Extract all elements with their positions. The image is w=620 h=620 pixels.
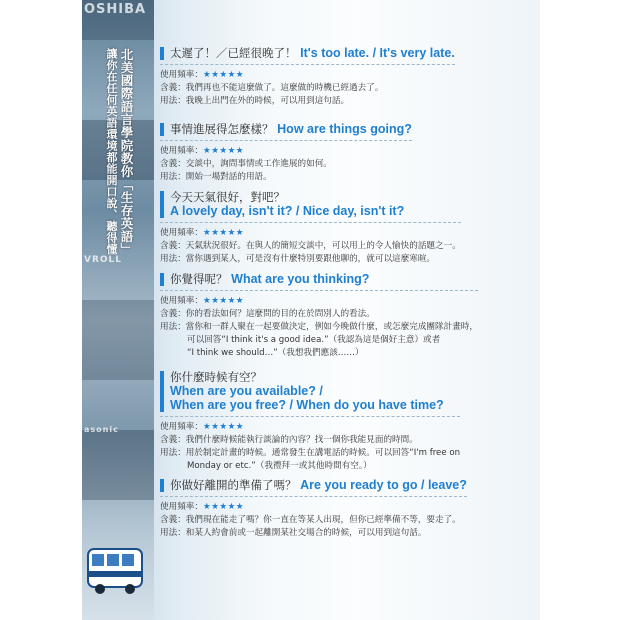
- usage-line-continued: [160, 347, 478, 360]
- city-block: [82, 430, 154, 500]
- usage-label: 用法：: [160, 448, 186, 458]
- phrase-chinese: 你做好離開的準備了嗎？: [170, 478, 297, 492]
- phrase-english: What are you thinking?: [231, 272, 370, 286]
- phrase-entry: [160, 370, 460, 473]
- phrase-entry: [160, 190, 461, 266]
- star-rating: ★★★★★: [202, 502, 245, 512]
- meaning-text: 我們再也不能這麼做了。這麼做的時機已經過去了。: [185, 83, 384, 93]
- meaning-line: [160, 434, 460, 447]
- usage-text: 當你遇到某人，可是沒有什麼特別要跟他聊的，就可以這麼寒暄。: [185, 254, 436, 264]
- frequency-line: [160, 295, 478, 308]
- phrase-entry: [160, 122, 412, 184]
- meaning-text: 天氣狀況很好。在與人的簡短交談中，可以用上的令人愉快的話題之一。: [185, 241, 461, 251]
- phrase-entry: [160, 272, 478, 360]
- frequency-line: [160, 421, 460, 434]
- meaning-line: [160, 514, 467, 527]
- star-rating: ★★★★★: [202, 146, 245, 156]
- usage-text: “I think we should…”（我想我們應該……）: [187, 348, 364, 358]
- dashed-divider: [160, 496, 467, 497]
- heading-bar: [160, 371, 164, 412]
- phrase-english: How are things going?: [277, 122, 412, 136]
- phrase-english-alt: When are you free? / When do you have time?: [170, 398, 444, 412]
- frequency-label: 使用頻率：: [160, 146, 203, 156]
- usage-text: 和某人約會前或一起離開某社交場合的時候，可以用到這句話。: [185, 528, 427, 538]
- phrase-chinese: 今天天氣很好，對吧？: [170, 190, 285, 204]
- heading-bar: [160, 479, 164, 492]
- frequency-label: 使用頻率：: [160, 296, 203, 306]
- star-rating: ★★★★★: [202, 70, 245, 80]
- usage-line-continued: [160, 334, 478, 347]
- phrase-english: It's too late. / It's very late.: [300, 46, 455, 60]
- usage-text: 當你和一群人聚在一起要做決定，例如今晚做什麼，或怎麼完成團隊計畫時，: [185, 322, 478, 332]
- meaning-text: 我們什麼時候能執行談論的內容？找一個你我能見面的時間。: [185, 435, 418, 445]
- usage-line: [160, 95, 455, 108]
- phrase-heading: [160, 478, 467, 492]
- usage-text: 開始一場對話的用語。: [185, 172, 272, 182]
- frequency-label: 使用頻率：: [160, 70, 203, 80]
- sign-text: asonic: [84, 425, 119, 434]
- usage-text: Monday or etc.”（我禮拜一或其他時間有空。）: [187, 461, 372, 471]
- usage-line-continued: [160, 460, 460, 473]
- phrase-heading: [160, 190, 461, 218]
- meaning-label: 含義：: [160, 83, 186, 93]
- phrase-chinese: 你什麼時候有空？: [170, 370, 262, 384]
- heading-bar: [160, 123, 164, 136]
- frequency-line: [160, 69, 455, 82]
- usage-line: [160, 171, 412, 184]
- meaning-text: 交談中，詢問事情或工作進展的如何。: [185, 159, 332, 169]
- usage-line: [160, 321, 478, 334]
- sidebar-title-line1: 北美國際語言學院教你「生存英語」: [119, 48, 134, 256]
- phrase-heading: [160, 122, 412, 136]
- phrase-heading: [160, 46, 455, 60]
- frequency-label: 使用頻率：: [160, 228, 203, 238]
- meaning-line: [160, 308, 478, 321]
- dashed-divider: [160, 64, 455, 65]
- phrase-heading: [160, 272, 478, 286]
- sidebar-title-line2: 讓你在任何英語環境都能開口說、聽得懂: [105, 48, 118, 255]
- usage-label: 用法：: [160, 172, 186, 182]
- phrase-entry: [160, 478, 467, 540]
- heading-bar: [160, 191, 164, 218]
- frequency-line: [160, 145, 412, 158]
- star-rating: ★★★★★: [202, 296, 245, 306]
- phrase-english: A lovely day, isn't it? / Nice day, isn't it?: [170, 204, 405, 218]
- star-rating: ★★★★★: [202, 228, 245, 238]
- phrase-chinese: 事情進展得怎麼樣？: [170, 122, 274, 136]
- phrase-chinese: 太遲了！／已經很晚了！: [170, 46, 297, 60]
- book-page: [82, 0, 540, 620]
- dashed-divider: [160, 222, 461, 223]
- usage-label: 用法：: [160, 96, 186, 106]
- frequency-label: 使用頻率：: [160, 422, 203, 432]
- meaning-text: 我們現在能走了嗎？你一直在等某人出現，但你已經準備不等，要走了。: [185, 515, 461, 525]
- phrase-english: When are you available? /: [170, 384, 323, 398]
- meaning-text: 你的看法如何？這麼問的目的在於問別人的看法。: [185, 309, 375, 319]
- usage-text: 我晚上出門在外的時候，可以用到這句話。: [185, 96, 350, 106]
- usage-line: [160, 447, 460, 460]
- meaning-label: 含義：: [160, 159, 186, 169]
- usage-line: [160, 527, 467, 540]
- city-block: [82, 300, 154, 380]
- frequency-line: [160, 227, 461, 240]
- meaning-line: [160, 240, 461, 253]
- dashed-divider: [160, 290, 478, 291]
- usage-text: 可以回答“I think it's a good idea.”（我認為這是個好主意）或者: [187, 335, 441, 345]
- meaning-label: 含義：: [160, 309, 186, 319]
- usage-label: 用法：: [160, 254, 186, 264]
- dashed-divider: [160, 140, 412, 141]
- heading-bar: [160, 273, 164, 286]
- meaning-label: 含義：: [160, 241, 186, 251]
- phrase-entry: [160, 46, 455, 108]
- sign-text: VROLL: [84, 255, 123, 265]
- phrase-english: Are you ready to go / leave?: [300, 478, 467, 492]
- star-rating: ★★★★★: [202, 422, 245, 432]
- frequency-line: [160, 501, 467, 514]
- heading-bar: [160, 47, 164, 60]
- meaning-line: [160, 158, 412, 171]
- usage-text: 用於制定計畫的時候。通常發生在講電話的時候。可以回答“I'm free on: [185, 448, 461, 458]
- phrase-heading: [160, 370, 460, 412]
- usage-label: 用法：: [160, 322, 186, 332]
- sidebar-photo-strip: [82, 0, 154, 620]
- sidebar-title: [104, 48, 134, 256]
- usage-label: 用法：: [160, 528, 186, 538]
- sign-text: OSHIBA: [84, 2, 147, 17]
- meaning-label: 含義：: [160, 515, 186, 525]
- phrase-chinese: 你覺得呢？: [170, 272, 228, 286]
- meaning-line: [160, 82, 455, 95]
- dashed-divider: [160, 416, 460, 417]
- frequency-label: 使用頻率：: [160, 502, 203, 512]
- usage-line: [160, 253, 461, 266]
- bus-icon: [86, 545, 144, 595]
- meaning-label: 含義：: [160, 435, 186, 445]
